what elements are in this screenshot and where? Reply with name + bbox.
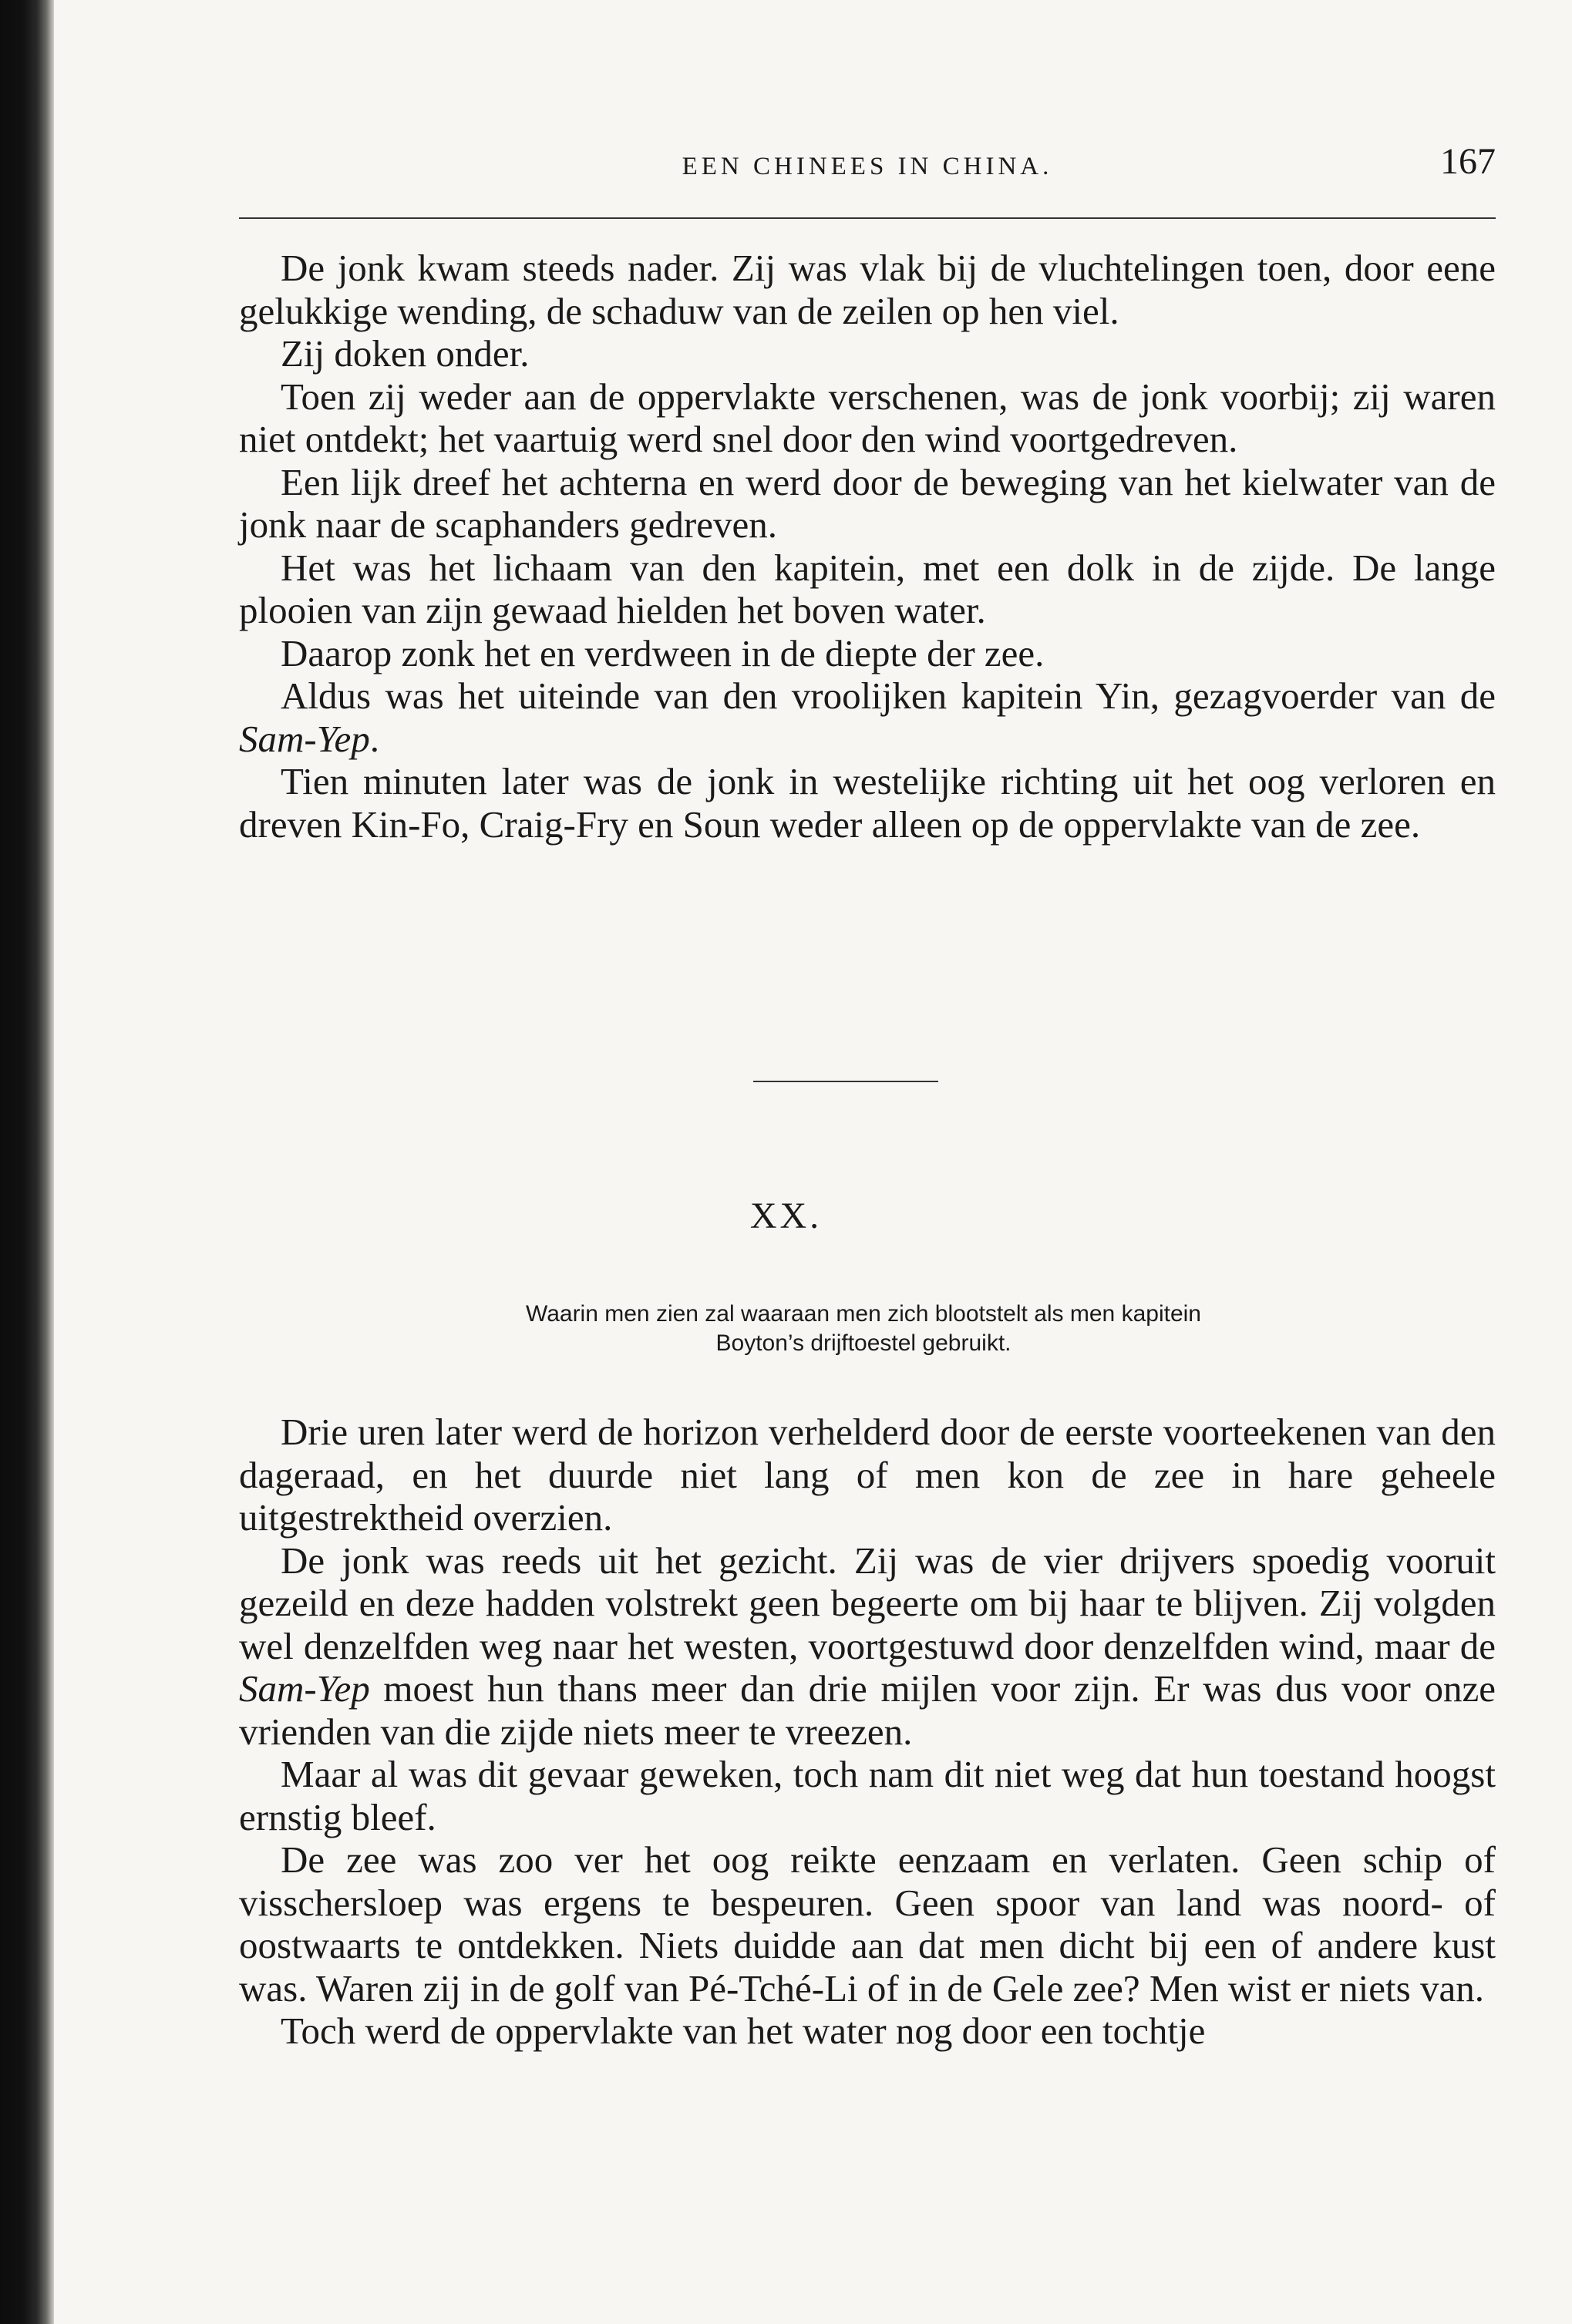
paragraph: Maar al was dit gevaar geweken, toch nam dit niet weg dat hun toestand hoogst ernstig bleef. — [239, 1753, 1496, 1838]
paragraph: Een lijk dreef het achterna en werd door de beweging van het kielwater van de jonk naar de scaphanders gedreven. — [239, 460, 1496, 546]
running-title: EEN CHINEES IN CHINA. — [682, 153, 1053, 180]
page-number: 167 — [1440, 141, 1496, 182]
paragraph-text: Aldus was het uiteinde van den vroolijken kapitein Yin, gezagvoerder van de — [281, 674, 1496, 717]
paragraph: De zee was zoo ver het oog reikte eenzaam en verlaten. Geen schip of visschersloep was ergens te bespeuren. Geen spoor van land was noord- of oostwaarts te ontdekken. Niets duidde aan dat men dicht bij een of andere kust was. Waren zij in de golf van Pé-Tché-Li of in de Gele zee? Men wist er niets van. — [239, 1838, 1496, 2010]
chapter-number: XX. — [749, 1196, 823, 1236]
paragraph: De jonk kwam steeds nader. Zij was vlak bij de vluchtelingen toen, door eene gelukkige wending, de schaduw van de zeilen op hen viel. — [239, 247, 1496, 332]
paragraph: Zij doken onder. — [281, 332, 530, 375]
paragraph-text: . — [369, 717, 379, 760]
chapter-subtitle-line: Waarin men zien zal waaraan men zich blootstelt als men kapitein — [526, 1301, 1201, 1327]
paragraph: Het was het lichaam van den kapitein, met een dolk in de zijde. De lange plooien van zijn gewaad hielden het boven water. — [239, 546, 1496, 631]
ship-name: Sam-Yep — [239, 1667, 370, 1710]
paragraph: Drie uren later werd de horizon verhelderd door de eerste voorteekenen van den dageraad, en het duurde niet lang of men kon de zee in hare geheele uitgestrektheid overzien. — [239, 1411, 1496, 1539]
paragraph: Daarop zonk het en verdween in de diepte der zee. — [281, 631, 1045, 674]
paragraph: Toch werd de oppervlakte van het water nog door een tochtje — [281, 2010, 1206, 2052]
book-binding-edge — [0, 0, 54, 2324]
paragraph: Tien minuten later was de jonk in westelijke richting uit het oog verloren en dreven Kin-Fo, Craig-Fry en Soun weder alleen op de oppervlakte van de zee. — [239, 760, 1496, 846]
text-block-chapter-xx — [239, 1411, 1496, 2053]
section-divider — [753, 1081, 938, 1082]
chapter-subtitle — [308, 1300, 1419, 1358]
paragraph-text: De jonk was reeds uit het gezicht. Zij was de vier drijvers spoedig vooruit gezeild en deze hadden volstrekt geen begeerte om bij haar te blijven. Zij volgden wel denzelfden weg naar het westen, voortgestuwd door denzelfden wind, maar de — [239, 1539, 1496, 1667]
paragraph-text: moest hun thans meer dan drie mijlen voor zijn. Er was dus voor onze vrienden van die zijde niets meer te vreezen. — [239, 1667, 1496, 1753]
chapter-subtitle-line: Boyton’s drijftoestel gebruikt. — [715, 1330, 1012, 1356]
ship-name: Sam-Yep — [239, 717, 370, 760]
header-rule — [239, 217, 1496, 219]
text-block-before-chapter — [239, 247, 1496, 846]
page-header — [239, 139, 1496, 200]
paragraph: Toen zij weder aan de oppervlakte verschenen, was de jonk voorbij; zij waren niet ontdekt; het vaartuig werd snel door den wind voortgedreven. — [239, 375, 1496, 460]
paragraph-yin — [239, 674, 1496, 760]
paragraph-jonk — [239, 1539, 1496, 1754]
